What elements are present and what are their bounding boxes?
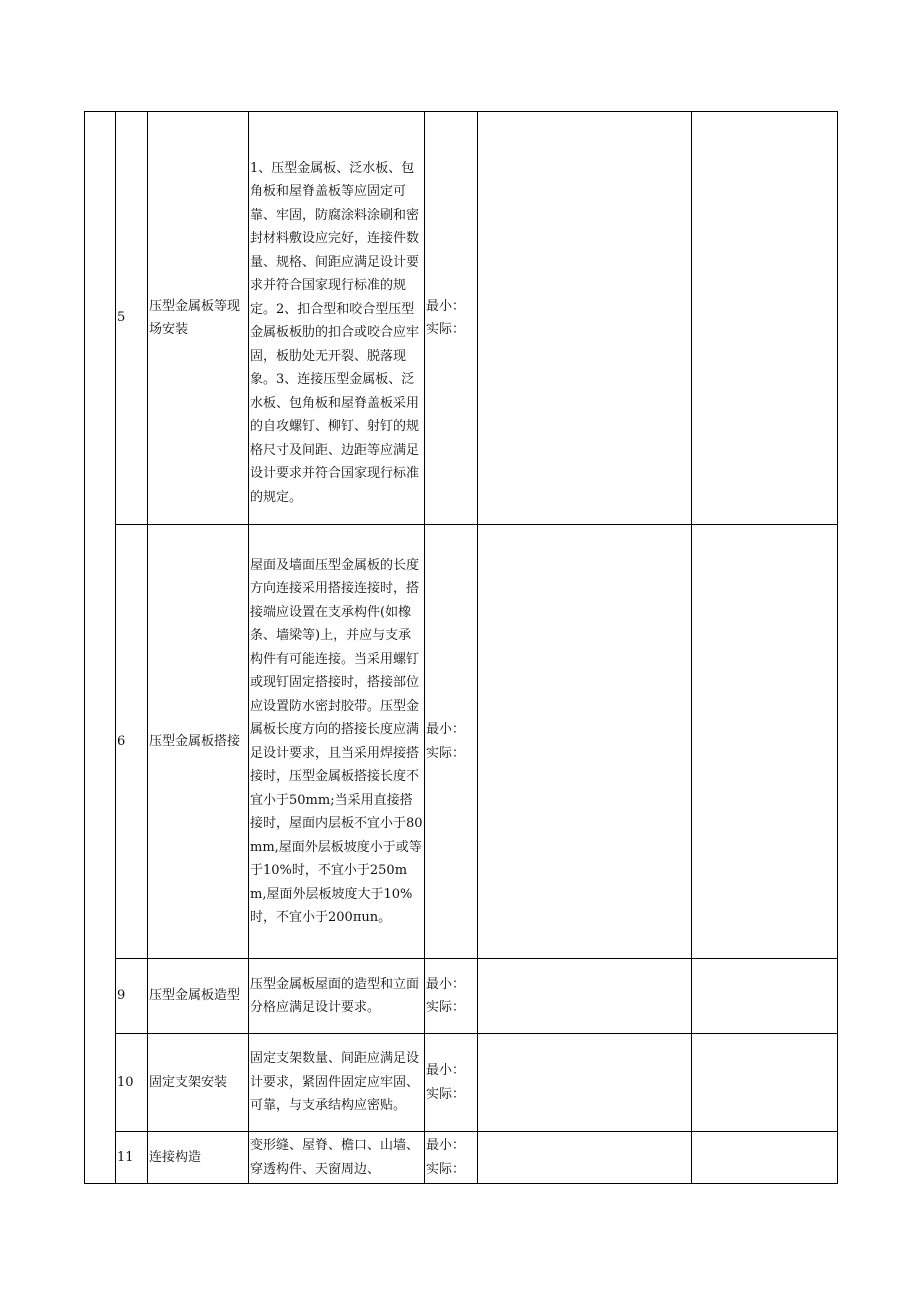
result-cell[interactable] (692, 1034, 838, 1132)
item-name: 固定支架安装 (148, 1034, 249, 1132)
row-number: 5 (116, 112, 148, 525)
tolerance-min-label: 最小： (426, 1138, 466, 1153)
margin-cell (85, 112, 116, 1184)
table-row (85, 959, 838, 1034)
tolerance-cell (425, 1132, 478, 1184)
tolerance-actual-label: 实际： (426, 1086, 466, 1102)
item-name: 压型金属板造型 (148, 959, 249, 1034)
result-cell[interactable] (692, 112, 838, 525)
tolerance-min-label: 最小： (426, 1063, 466, 1078)
inspection-record-cell[interactable] (478, 525, 692, 959)
inspection-record-cell[interactable] (478, 1132, 692, 1184)
inspection-table (84, 111, 838, 1184)
requirement-text: 固定支架数量、间距应满足设计要求，紧固件固定应牢固、可靠，与支承结构应密贴。 (249, 1034, 425, 1132)
row-number: 9 (116, 959, 148, 1034)
requirement-text: 屋面及墙面压型金属板的长度方向连接采用搭接连接时，搭接端应设置在支承构件(如橡条、墙梁等)上，并应与支承构件有可能连接。当采用螺钉或现钉固定搭接时，搭接部位应设置防水密封胶带。压型金属板长度方向的搭接长度应满足设计要求，且当采用焊接搭接时，压型金属板搭接长度不宜小于50mm;当采用直接搭接时，屋面内层板不宜小于80mm,屋面外层板坡度小于或等于10%时，不宜小于250mm,屋面外层板坡度大于10%时，不宜小于200πun。 (249, 525, 425, 959)
tolerance-cell (425, 959, 478, 1034)
table-row (85, 1034, 838, 1132)
row-number: 11 (116, 1132, 148, 1184)
inspection-record-cell[interactable] (478, 959, 692, 1034)
tolerance-min-label: 最小： (426, 976, 466, 992)
requirement-text: 1、压型金属板、泛水板、包角板和屋脊盖板等应固定可靠、牢固，防腐涂料涂刷和密封材料敷设应完好，连接件数量、规格、间距应满足设计要求并符合国家现行标准的规定。2、扣合型和咬合型压型金属板板肋的扣合或咬合应牢固，板肋处无开裂、脱落现象。3、连接压型金属板、泛水板、包角板和屋脊盖板采用的自攻螺钉、柳钉、射钉的规格尺寸及间距、边距等应满足设计要求并符合国家现行标准的规定。 (249, 112, 425, 525)
row-number: 10 (116, 1034, 148, 1132)
item-name: 压型金属板等现场安装 (148, 112, 249, 525)
tolerance-actual-label: 实际： (426, 1000, 466, 1015)
result-cell[interactable] (692, 959, 838, 1034)
table-row (85, 1132, 838, 1184)
tolerance-min-label: 最小： (426, 298, 466, 314)
tolerance-actual-label: 实际： (426, 322, 466, 337)
inspection-record-cell[interactable] (478, 112, 692, 525)
tolerance-cell (425, 525, 478, 959)
requirement-text: 变形缝、屋脊、檐口、山墙、穿透构件、天窗周边、 (249, 1132, 425, 1184)
tolerance-cell (425, 112, 478, 525)
result-cell[interactable] (692, 1132, 838, 1184)
item-name: 压型金属板搭接 (148, 525, 249, 959)
tolerance-actual-label: 实际： (426, 1161, 466, 1177)
requirement-text: 压型金属板屋面的造型和立面分格应满足设计要求。 (249, 959, 425, 1034)
table-row (85, 525, 838, 959)
tolerance-cell (425, 1034, 478, 1132)
item-name: 连接构造 (148, 1132, 249, 1184)
table-row (85, 112, 838, 525)
row-number: 6 (116, 525, 148, 959)
inspection-record-cell[interactable] (478, 1034, 692, 1132)
tolerance-actual-label: 实际： (426, 745, 466, 761)
tolerance-min-label: 最小： (426, 722, 466, 737)
result-cell[interactable] (692, 525, 838, 959)
